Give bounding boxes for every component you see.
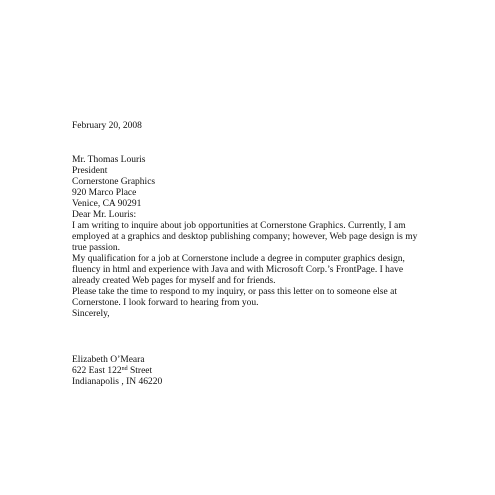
sender-street-number: 622 East 122: [72, 366, 122, 376]
recipient-title: President: [72, 166, 108, 176]
sender-street-ordinal: nd: [121, 366, 128, 372]
recipient-company: Cornerstone Graphics: [72, 177, 156, 187]
sender-address-block: [72, 355, 432, 388]
sender-city-state-zip: Indianapolis , IN 46220: [72, 377, 163, 387]
sender-street-name: Street: [127, 366, 153, 376]
sender-name: Elizabeth O’Meara: [72, 355, 145, 365]
sender-street: [72, 366, 432, 377]
body-paragraph-1: I am writing to inquire about job opportunities at Cornerstone Graphics. Currently, I am employed at a graphics and desktop publishing company; however, Web page design is my true passion.: [72, 221, 418, 253]
recipient-street: 920 Marco Place: [72, 188, 137, 198]
cover-letter: [72, 121, 432, 388]
recipient-name: Mr. Thomas Louris: [72, 155, 146, 165]
recipient-city-state-zip: Venice, CA 90291: [72, 199, 142, 209]
closing: Sincerely,: [72, 309, 110, 319]
letter-date: February 20, 2008: [72, 121, 142, 131]
salutation: Dear Mr. Louris:: [72, 210, 137, 220]
body-paragraph-3: Please take the time to respond to my inquiry, or pass this letter on to someone else at Cornerstone. I look forward to hearing from you.: [72, 287, 397, 308]
recipient-address-block: [72, 155, 432, 210]
body-paragraph-2: My qualification for a job at Cornerstone include a degree in computer graphics design, fluency in html and experience with Java and with Microsoft Corp.’s FrontPage. I have already created Web pages for myself and for friends.: [72, 254, 405, 286]
